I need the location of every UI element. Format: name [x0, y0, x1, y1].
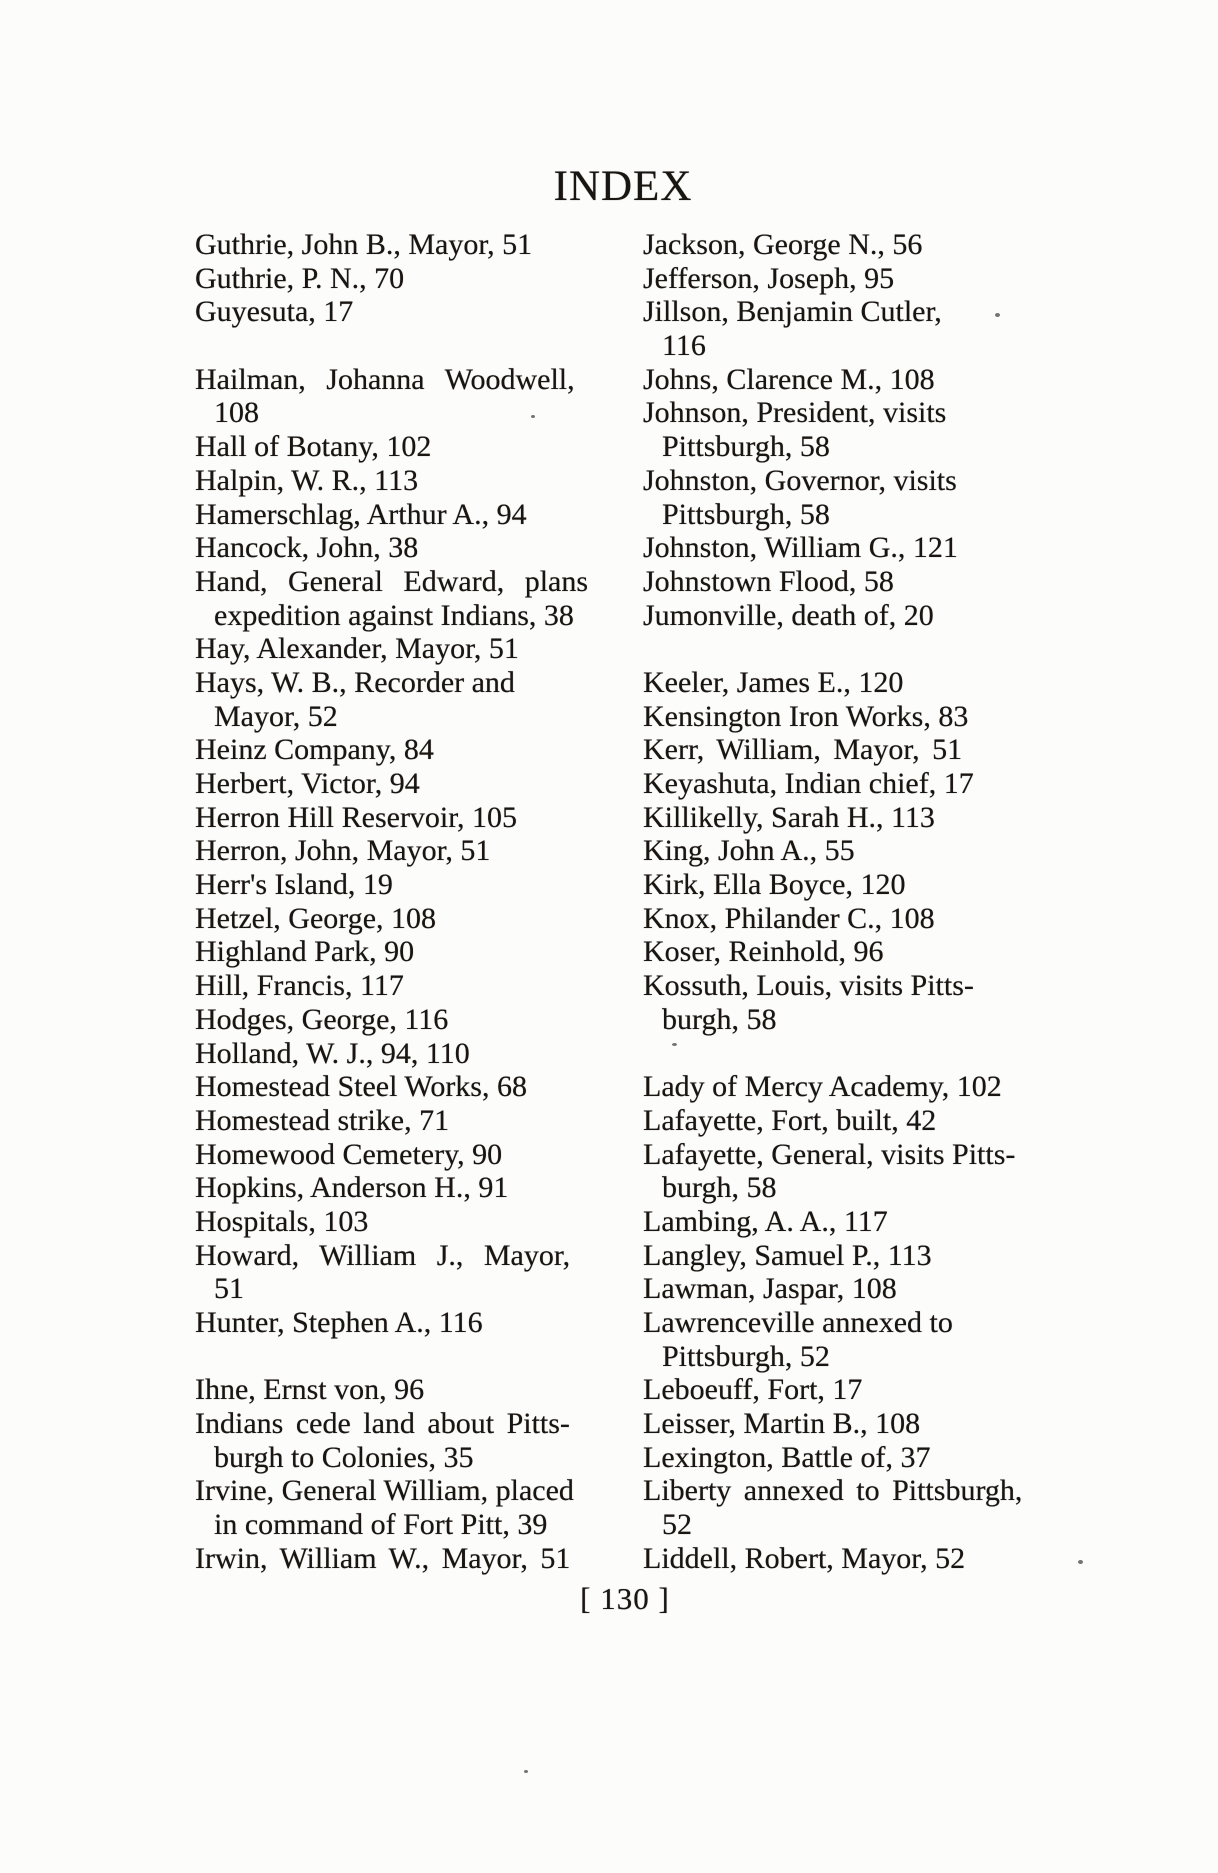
index-entry-line: Ihne, Ernst von, 96 — [195, 1373, 425, 1407]
index-entry-line: Halpin, W. R., 113 — [195, 463, 419, 497]
index-entry-line: Langley, Samuel P., 113 — [643, 1238, 932, 1272]
index-entry-line: Lawman, Jaspar, 108 — [643, 1272, 897, 1306]
index-entry-line: Lexington, Battle of, 37 — [643, 1440, 931, 1474]
index-entry-line: Irwin, William W., Mayor, 51 — [195, 1541, 571, 1575]
index-entry-line: Hamerschlag, Arthur A., 94 — [195, 497, 527, 531]
index-entry-line: in command of Fort Pitt, 39 — [214, 1508, 548, 1542]
index-entry-line: burgh, 58 — [662, 1002, 777, 1036]
index-entry-line: Holland, W. J., 94, 110 — [195, 1036, 470, 1070]
index-column-left — [195, 228, 640, 1576]
index-entry-line: Hailman, Johanna Woodwell, — [195, 362, 575, 396]
index-entry-line: Homewood Cemetery, 90 — [195, 1137, 503, 1171]
page-number: [ 130 ] — [580, 1581, 670, 1616]
index-entry-line: Herr's Island, 19 — [195, 868, 393, 902]
index-entry-line: Liddell, Robert, Mayor, 52 — [643, 1541, 966, 1575]
index-entry-line: Highland Park, 90 — [195, 935, 415, 969]
index-entry-line: 51 — [214, 1272, 244, 1306]
index-entry-line: Killikelly, Sarah H., 113 — [643, 800, 935, 834]
index-entry-line: King, John A., 55 — [643, 834, 855, 868]
index-entry-line: Knox, Philander C., 108 — [643, 901, 935, 935]
index-entry-line: Johns, Clarence M., 108 — [643, 362, 935, 396]
blank-line — [643, 1037, 1083, 1071]
index-entry-line: Hancock, John, 38 — [195, 531, 419, 565]
index-entry-line: Hopkins, Anderson H., 91 — [195, 1171, 509, 1205]
index-entry-line: Irvine, General William, placed — [195, 1474, 574, 1508]
index-entry-line: Kensington Iron Works, 83 — [643, 699, 969, 733]
index-entry-line: Keyashuta, Indian chief, 17 — [643, 767, 974, 800]
index-entry-line: Hand, General Edward, plans — [195, 564, 589, 598]
index-entry-line: Keeler, James E., 120 — [643, 665, 904, 699]
index-entry-line: Liberty annexed to Pittsburgh, — [643, 1474, 1023, 1508]
index-entry-line: Hay, Alexander, Mayor, 51 — [195, 632, 519, 666]
index-entry-line: Kirk, Ella Boyce, 120 — [643, 868, 906, 902]
index-entry-line: Lady of Mercy Academy, 102 — [643, 1070, 1002, 1104]
index-entry-line: Homestead strike, 71 — [195, 1103, 450, 1137]
index-entry-line: Pittsburgh, 52 — [662, 1339, 830, 1373]
index-entry-line: Herron, John, Mayor, 51 — [195, 834, 491, 868]
index-entry-line: Hall of Botany, 102 — [195, 430, 432, 464]
index-entry-line: Lafayette, Fort, built, 42 — [643, 1103, 937, 1137]
index-entry-line: Johnson, President, visits — [643, 396, 947, 430]
index-entry-line: Guthrie, John B., Mayor, 51 — [195, 228, 533, 261]
index-entry-line: Johnstown Flood, 58 — [643, 564, 894, 598]
scan-speck — [531, 415, 535, 418]
index-entry-line: burgh, 58 — [662, 1171, 777, 1205]
index-entry-line: Lambing, A. A., 117 — [643, 1204, 888, 1238]
index-entry-line: Kossuth, Louis, visits Pitts- — [643, 969, 974, 1003]
scan-speck — [995, 313, 1000, 317]
blank-line — [643, 632, 1083, 666]
index-entry-line: 108 — [214, 396, 259, 430]
index-entry-line: Herron Hill Reservoir, 105 — [195, 800, 518, 834]
index-entry-line: expedition against Indians, 38 — [214, 598, 574, 632]
index-entry-line: Indians cede land about Pitts- — [195, 1407, 570, 1441]
index-entry-line: Pittsburgh, 58 — [662, 430, 830, 464]
index-entry-line: Hetzel, George, 108 — [195, 901, 437, 935]
blank-line — [195, 1340, 640, 1374]
index-entry-line: Homestead Steel Works, 68 — [195, 1070, 527, 1104]
index-entry-line: Guyesuta, 17 — [195, 295, 354, 329]
index-entry-line: Johnston, William G., 121 — [643, 531, 958, 565]
index-entry-line: Johnston, Governor, visits — [643, 463, 957, 497]
index-column-right — [643, 228, 1083, 1576]
index-entry-line: Hospitals, 103 — [195, 1204, 369, 1238]
index-entry-line: Jackson, George N., 56 — [643, 228, 923, 261]
index-entry-line: Jefferson, Joseph, 95 — [643, 261, 895, 295]
index-entry-line: Jillson, Benjamin Cutler, — [643, 295, 942, 329]
index-entry-line: Heinz Company, 84 — [195, 733, 434, 767]
index-entry-line: 116 — [662, 329, 706, 363]
index-entry-line: Hill, Francis, 117 — [195, 969, 404, 1003]
index-entry-line: Pittsburgh, 58 — [662, 497, 830, 531]
scan-speck — [524, 1770, 528, 1773]
blank-line — [195, 329, 640, 363]
index-entry-line: Leisser, Martin B., 108 — [643, 1407, 921, 1441]
index-entry-line: Jumonville, death of, 20 — [643, 598, 934, 632]
index-entry-line: Hunter, Stephen A., 116 — [195, 1306, 483, 1339]
index-entry-line: Kerr, William, Mayor, 51 — [643, 733, 963, 767]
index-entry-line: Hodges, George, 116 — [195, 1002, 449, 1036]
index-entry-line: Koser, Reinhold, 96 — [643, 935, 884, 969]
index-entry-line: burgh to Colonies, 35 — [214, 1440, 474, 1474]
index-entry-line: Guthrie, P. N., 70 — [195, 261, 405, 295]
index-entry-line: 52 — [662, 1508, 692, 1542]
index-entry-line: Lawrenceville annexed to — [643, 1306, 953, 1339]
scan-speck — [1078, 1560, 1083, 1564]
page-title: INDEX — [553, 163, 693, 210]
index-entry-line: Hays, W. B., Recorder and — [195, 665, 515, 699]
index-entry-line: Mayor, 52 — [214, 699, 338, 733]
scan-speck — [672, 1043, 677, 1046]
index-entry-line: Howard, William J., Mayor, — [195, 1238, 571, 1272]
index-entry-line: Leboeuff, Fort, 17 — [643, 1373, 863, 1407]
index-entry-line: Herbert, Victor, 94 — [195, 767, 420, 800]
index-entry-line: Lafayette, General, visits Pitts- — [643, 1137, 1016, 1171]
